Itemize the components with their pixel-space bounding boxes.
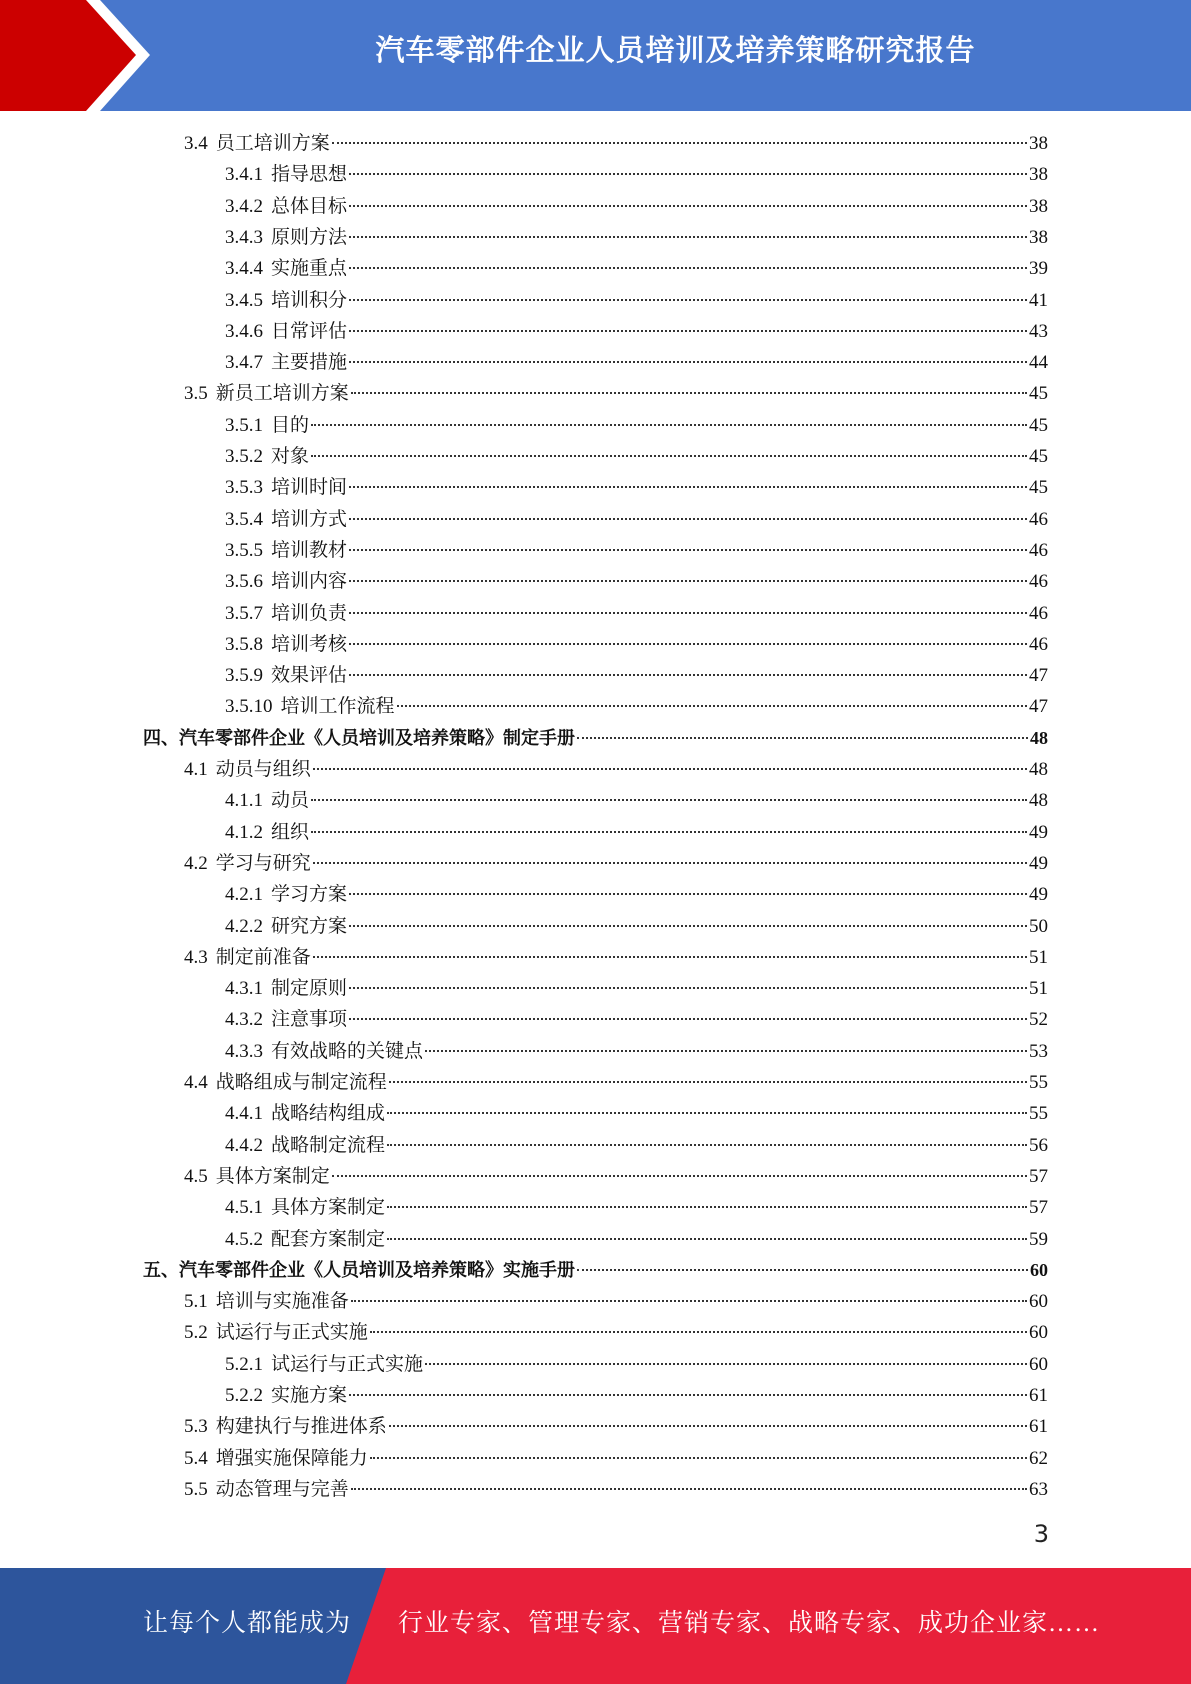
toc-entry-title: 实施方案 — [271, 1385, 348, 1406]
toc-entry-page: 60 — [1029, 1291, 1048, 1313]
toc-entry[interactable] — [184, 754, 1048, 785]
toc-entry[interactable] — [143, 1255, 1048, 1286]
toc-entry-page: 57 — [1029, 1165, 1048, 1187]
toc-entry-title: 注意事项 — [271, 1009, 348, 1031]
toc-entry-page: 56 — [1029, 1134, 1048, 1156]
toc-entry[interactable] — [184, 1067, 1048, 1098]
toc-entry-page: 46 — [1029, 633, 1048, 655]
toc-entry-page: 61 — [1029, 1385, 1048, 1406]
toc-entry[interactable] — [225, 410, 1048, 441]
toc-entry-title: 员工培训方案 — [215, 133, 330, 154]
toc-entry[interactable] — [225, 879, 1048, 910]
toc-dot-leader — [425, 1363, 1027, 1365]
toc-entry-page: 47 — [1029, 696, 1048, 718]
toc-entry-number: 4.4.1 — [225, 1103, 263, 1125]
toc-entry-number: 3.4 — [184, 133, 208, 154]
toc-entry-title: 汽车零部件企业《人员培训及培养策略》制定手册 — [179, 727, 575, 748]
toc-entry-number: 3.5.1 — [225, 414, 263, 436]
toc-entry-number: 4.2.1 — [225, 884, 263, 906]
toc-entry[interactable] — [184, 848, 1048, 879]
toc-entry[interactable] — [225, 1380, 1048, 1411]
toc-dot-leader — [349, 987, 1027, 989]
footer-slogan-left: 让每个人都能成为 — [143, 1610, 352, 1637]
toc-entry-number: 3.4.4 — [225, 258, 263, 280]
toc-entry[interactable] — [143, 723, 1048, 754]
toc-entry-number: 五、 — [143, 1259, 179, 1280]
toc-dot-leader — [349, 267, 1027, 269]
toc-entry-title: 培训内容 — [271, 571, 348, 593]
toc-entry-page: 49 — [1029, 884, 1048, 906]
toc-entry[interactable] — [225, 1192, 1048, 1223]
toc-entry[interactable] — [225, 1098, 1048, 1129]
toc-entry-title: 动员与组织 — [215, 759, 311, 780]
toc-entry-number: 4.5 — [184, 1165, 208, 1187]
toc-entry-number: 4.1 — [184, 759, 208, 780]
page-number: 3 — [1033, 1520, 1049, 1548]
toc-entry-page: 63 — [1029, 1478, 1048, 1500]
toc-entry-number: 3.5.2 — [225, 446, 263, 467]
toc-entry-number: 3.5.5 — [225, 539, 263, 561]
toc-entry-page: 44 — [1029, 352, 1048, 374]
toc-entry[interactable] — [225, 1224, 1048, 1255]
toc-entry-number: 3.4.5 — [225, 289, 263, 311]
toc-entry-title: 培训工作流程 — [280, 696, 395, 718]
toc-entry-page: 57 — [1029, 1197, 1048, 1219]
toc-dot-leader — [311, 455, 1027, 457]
toc-entry-title: 动态管理与完善 — [215, 1478, 349, 1500]
toc-entry-title: 对象 — [271, 446, 310, 467]
toc-entry[interactable] — [225, 285, 1048, 316]
header-red-arrow-decoration — [0, 0, 160, 111]
toc-entry-page: 51 — [1029, 978, 1048, 1000]
toc-entry-page: 60 — [1029, 1353, 1048, 1375]
toc-entry-page: 59 — [1029, 1228, 1048, 1250]
toc-entry-page: 50 — [1029, 915, 1048, 937]
toc-entry-title: 新员工培训方案 — [215, 383, 349, 405]
toc-entry-number: 3.5 — [184, 383, 208, 405]
toc-entry-page: 55 — [1029, 1072, 1048, 1093]
toc-dot-leader — [332, 1175, 1027, 1177]
toc-dot-leader — [577, 1269, 1028, 1271]
toc-entry-page: 46 — [1029, 571, 1048, 593]
toc-entry-title: 配套方案制定 — [271, 1228, 386, 1250]
toc-entry-number: 4.4 — [184, 1072, 208, 1093]
toc-entry-title: 具体方案制定 — [215, 1165, 330, 1187]
toc-dot-leader — [313, 956, 1027, 958]
toc-dot-leader — [425, 1050, 1027, 1052]
toc-dot-leader — [332, 142, 1027, 144]
toc-entry-page: 60 — [1030, 1259, 1048, 1280]
toc-entry-number: 3.5.6 — [225, 571, 263, 593]
toc-entry[interactable] — [225, 566, 1048, 597]
toc-entry-number: 3.4.7 — [225, 352, 263, 374]
toc-entry-page: 60 — [1029, 1322, 1048, 1344]
toc-entry-page: 38 — [1029, 195, 1048, 217]
toc-entry[interactable] — [225, 441, 1048, 472]
toc-entry-page: 62 — [1029, 1447, 1048, 1469]
toc-dot-leader — [349, 330, 1027, 332]
toc-dot-leader — [351, 1488, 1027, 1490]
toc-dot-leader — [370, 1457, 1027, 1459]
toc-entry-title: 学习方案 — [271, 884, 348, 906]
toc-entry[interactable] — [184, 1161, 1048, 1192]
toc-entry-title: 培训考核 — [271, 633, 348, 655]
toc-entry-number: 3.5.9 — [225, 665, 263, 687]
toc-entry-page: 61 — [1029, 1416, 1048, 1438]
toc-entry-title: 增强实施保障能力 — [215, 1447, 368, 1469]
toc-entry[interactable] — [184, 1317, 1048, 1348]
toc-entry-page: 47 — [1029, 665, 1048, 687]
toc-entry-title: 指导思想 — [271, 164, 348, 186]
toc-entry[interactable] — [225, 973, 1048, 1004]
toc-dot-leader — [349, 893, 1027, 895]
toc-dot-leader — [387, 1238, 1027, 1240]
toc-entry-title: 构建执行与推进体系 — [215, 1416, 387, 1438]
toc-entry-page: 52 — [1029, 1009, 1048, 1031]
toc-entry[interactable] — [225, 535, 1048, 566]
toc-dot-leader — [370, 1331, 1027, 1333]
toc-entry-title: 战略组成与制定流程 — [215, 1072, 387, 1093]
toc-entry-title: 培训教材 — [271, 539, 348, 561]
toc-entry-page: 55 — [1029, 1103, 1048, 1125]
toc-entry[interactable] — [225, 159, 1048, 190]
toc-dot-leader — [349, 236, 1027, 238]
toc-entry-title: 原则方法 — [271, 226, 348, 248]
toc-entry-page: 45 — [1029, 477, 1048, 499]
toc-dot-leader — [349, 299, 1027, 301]
report-title: 汽车零部件企业人员培训及培养策略研究报告 — [375, 33, 976, 67]
toc-entry[interactable] — [225, 660, 1048, 691]
toc-entry-title: 制定原则 — [271, 978, 348, 1000]
toc-entry[interactable] — [225, 472, 1048, 503]
toc-dot-leader — [349, 205, 1027, 207]
toc-entry-page: 46 — [1029, 508, 1048, 530]
toc-entry[interactable] — [184, 942, 1048, 973]
toc-entry-title: 汽车零部件企业《人员培训及培养策略》实施手册 — [179, 1259, 575, 1280]
toc-entry[interactable] — [225, 191, 1048, 222]
toc-entry-page: 38 — [1029, 226, 1048, 248]
toc-entry-number: 4.2.2 — [225, 915, 263, 937]
toc-entry-number: 3.4.6 — [225, 320, 263, 342]
toc-entry[interactable] — [184, 128, 1048, 159]
toc-entry-title: 具体方案制定 — [271, 1197, 386, 1219]
toc-dot-leader — [349, 173, 1027, 175]
toc-entry[interactable] — [225, 911, 1048, 942]
toc-dot-leader — [349, 361, 1027, 363]
toc-dot-leader — [387, 1206, 1027, 1208]
toc-entry-page: 46 — [1029, 539, 1048, 561]
toc-dot-leader — [349, 612, 1027, 614]
toc-entry[interactable] — [184, 1443, 1048, 1474]
toc-entry-page: 46 — [1029, 602, 1048, 624]
toc-dot-leader — [311, 424, 1027, 426]
toc-entry-title: 目的 — [271, 414, 310, 436]
toc-entry-number: 4.5.2 — [225, 1228, 263, 1250]
toc-entry-number: 4.3.1 — [225, 978, 263, 1000]
toc-entry[interactable] — [225, 1130, 1048, 1161]
toc-entry-title: 培训与实施准备 — [215, 1291, 349, 1313]
toc-entry-page: 49 — [1029, 821, 1048, 843]
toc-entry[interactable] — [225, 253, 1048, 284]
toc-entry[interactable] — [225, 629, 1048, 660]
toc-entry[interactable] — [184, 1286, 1048, 1317]
toc-entry[interactable] — [225, 504, 1048, 535]
toc-entry-title: 日常评估 — [271, 320, 348, 342]
toc-entry-title: 总体目标 — [271, 195, 348, 217]
toc-entry-number: 3.4.1 — [225, 164, 263, 186]
toc-entry-title: 培训时间 — [271, 477, 348, 499]
toc-entry[interactable] — [225, 1036, 1048, 1067]
toc-dot-leader — [313, 768, 1027, 770]
toc-entry-number: 5.2 — [184, 1322, 208, 1344]
toc-entry-number: 5.4 — [184, 1447, 208, 1469]
toc-entry-number: 4.3 — [184, 946, 208, 968]
toc-entry-number: 4.1.1 — [225, 790, 263, 812]
toc-entry-page: 49 — [1029, 852, 1048, 874]
toc-entry-number: 3.5.10 — [225, 696, 273, 718]
toc-entry-title: 试运行与正式实施 — [215, 1322, 368, 1344]
toc-entry[interactable] — [225, 1349, 1048, 1380]
toc-entry-number: 4.4.2 — [225, 1134, 263, 1156]
toc-entry-number: 4.3.2 — [225, 1009, 263, 1031]
toc-entry-title: 战略结构组成 — [271, 1103, 386, 1125]
toc-dot-leader — [389, 1081, 1027, 1083]
toc-entry-title: 有效战略的关键点 — [271, 1040, 424, 1062]
toc-dot-leader — [311, 799, 1027, 801]
toc-entry-page: 53 — [1029, 1040, 1048, 1062]
toc-dot-leader — [577, 737, 1028, 739]
toc-entry-title: 制定前准备 — [215, 946, 311, 968]
toc-entry-page: 43 — [1029, 320, 1048, 342]
toc-entry[interactable] — [225, 1004, 1048, 1035]
toc-entry-page: 48 — [1029, 790, 1048, 812]
toc-entry-number: 4.5.1 — [225, 1197, 263, 1219]
toc-dot-leader — [349, 486, 1027, 488]
toc-entry-title: 主要措施 — [271, 352, 348, 374]
toc-entry-number: 5.3 — [184, 1416, 208, 1438]
toc-entry-title: 实施重点 — [271, 258, 348, 280]
toc-entry[interactable] — [225, 316, 1048, 347]
toc-entry-title: 研究方案 — [271, 915, 348, 937]
toc-entry[interactable] — [225, 691, 1048, 722]
toc-entry-page: 41 — [1029, 289, 1048, 311]
toc-entry-title: 战略制定流程 — [271, 1134, 386, 1156]
toc-entry[interactable] — [225, 347, 1048, 378]
toc-dot-leader — [351, 392, 1027, 394]
page-footer — [0, 1568, 1191, 1684]
toc-entry-title: 动员 — [271, 790, 310, 812]
toc-entry-number: 4.1.2 — [225, 821, 263, 843]
footer-slogan-right: 行业专家、管理专家、营销专家、战略专家、成功企业家…… — [398, 1610, 1101, 1637]
toc-entry-title: 学习与研究 — [215, 852, 311, 874]
toc-dot-leader — [387, 1112, 1027, 1114]
toc-entry-number: 4.3.3 — [225, 1040, 263, 1062]
toc-entry-page: 48 — [1029, 759, 1048, 780]
toc-entry-number: 5.1 — [184, 1291, 208, 1313]
toc-dot-leader — [351, 1300, 1027, 1302]
toc-entry[interactable] — [184, 1474, 1048, 1505]
toc-entry-number: 3.5.4 — [225, 508, 263, 530]
toc-entry-title: 效果评估 — [271, 665, 348, 687]
toc-entry-number: 3.5.8 — [225, 633, 263, 655]
toc-dot-leader — [311, 831, 1027, 833]
toc-entry-number: 4.2 — [184, 852, 208, 874]
toc-entry-page: 48 — [1030, 727, 1048, 748]
toc-entry-title: 培训方式 — [271, 508, 348, 530]
toc-entry[interactable] — [184, 1411, 1048, 1442]
toc-dot-leader — [349, 580, 1027, 582]
toc-dot-leader — [349, 643, 1027, 645]
toc-entry-number: 3.4.3 — [225, 226, 263, 248]
toc-entry[interactable] — [225, 817, 1048, 848]
toc-entry-number: 四、 — [143, 727, 179, 748]
toc-entry-number: 3.5.3 — [225, 477, 263, 499]
toc-entry-title: 培训积分 — [271, 289, 348, 311]
toc-entry-page: 38 — [1029, 133, 1048, 154]
toc-entry-title: 组织 — [271, 821, 310, 843]
toc-entry-number: 5.2.2 — [225, 1385, 263, 1406]
toc-entry-number: 3.5.7 — [225, 602, 263, 624]
toc-dot-leader — [349, 674, 1027, 676]
toc-entry-number: 5.5 — [184, 1478, 208, 1500]
toc-dot-leader — [349, 518, 1027, 520]
toc-entry-number: 3.4.2 — [225, 195, 263, 217]
toc-dot-leader — [349, 1394, 1027, 1396]
toc-entry-number: 5.2.1 — [225, 1353, 263, 1375]
toc-entry[interactable] — [225, 785, 1048, 816]
page-header — [0, 0, 1191, 111]
toc-dot-leader — [389, 1425, 1027, 1427]
toc-dot-leader — [397, 705, 1027, 707]
toc-dot-leader — [387, 1144, 1027, 1146]
toc-dot-leader — [349, 1018, 1027, 1020]
toc-entry-page: 51 — [1029, 946, 1048, 968]
toc-dot-leader — [349, 925, 1027, 927]
toc-entry-page: 38 — [1029, 164, 1048, 186]
toc-entry[interactable] — [184, 378, 1048, 409]
toc-dot-leader — [313, 862, 1027, 864]
toc-entry-title: 培训负责 — [271, 602, 348, 624]
toc-entry-page: 45 — [1029, 414, 1048, 436]
toc-entry-page: 45 — [1029, 446, 1048, 467]
toc-dot-leader — [349, 549, 1027, 551]
toc-entry[interactable] — [225, 598, 1048, 629]
toc-entry[interactable] — [225, 222, 1048, 253]
toc-entry-page: 39 — [1029, 258, 1048, 280]
toc-entry-page: 45 — [1029, 383, 1048, 405]
toc-entry-title: 试运行与正式实施 — [271, 1353, 424, 1375]
